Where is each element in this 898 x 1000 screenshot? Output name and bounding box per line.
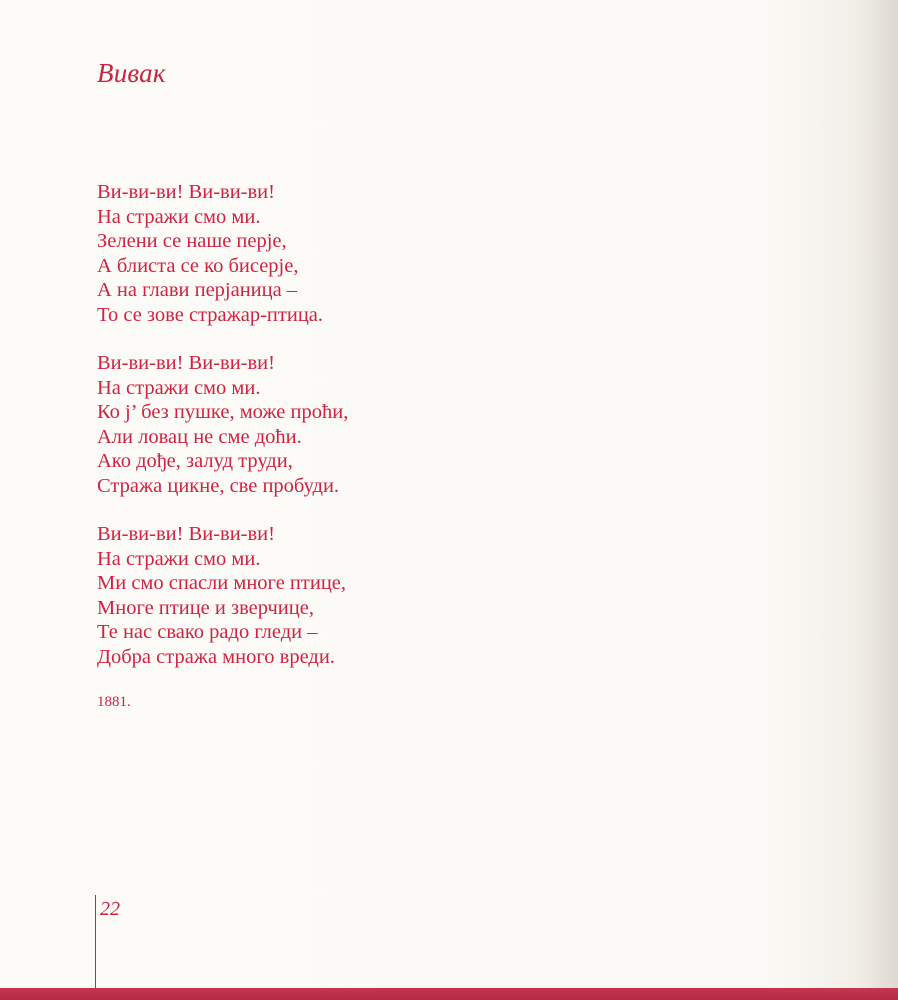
poem-title: Вивак (97, 58, 166, 88)
poem-line: Ви-ви-ви! Ви-ви-ви! (97, 523, 275, 545)
book-edge-band (0, 988, 898, 1000)
poem-line: Стража цикне, све пробуди. (97, 474, 340, 497)
poem-line: Добра стража много вреди. (97, 645, 335, 668)
poem-line: Те нас свако радо гледи – (97, 621, 318, 643)
poem-line: На стражи смо ми. (97, 205, 261, 228)
stanza-2 (97, 351, 348, 498)
stanza-3 (97, 522, 348, 669)
page-fold-shadow (858, 0, 898, 1000)
poem-line: А блиста се ко бисерје, (97, 254, 299, 277)
poem-line: Ко ј’ без пушке, може проћи, (97, 401, 349, 423)
poem-line: Али ловац не сме доћи. (97, 425, 302, 448)
poem-line: Ви-ви-ви! Ви-ви-ви! (97, 352, 275, 374)
page-number-rule (95, 895, 96, 990)
poem-line: Ви-ви-ви! Ви-ви-ви! (97, 181, 275, 203)
poem-year: 1881. (97, 694, 131, 710)
poem-line: Ми смо спасли многе птице, (97, 572, 347, 594)
poem-line: А на глави перјаница – (97, 279, 298, 301)
poem-line: Многе птице и зверчице, (97, 596, 314, 619)
poem-line: Ако дође, залуд труди, (97, 450, 293, 472)
poem-body (97, 180, 348, 693)
stanza-1 (97, 180, 348, 327)
poem-line: Зелени се наше перје, (97, 230, 287, 252)
poem-line: На стражи смо ми. (97, 547, 261, 570)
page-number: 22 (100, 898, 120, 920)
poem-line: То се зове стражар-птица. (97, 303, 324, 326)
poem-line: На стражи смо ми. (97, 376, 261, 399)
